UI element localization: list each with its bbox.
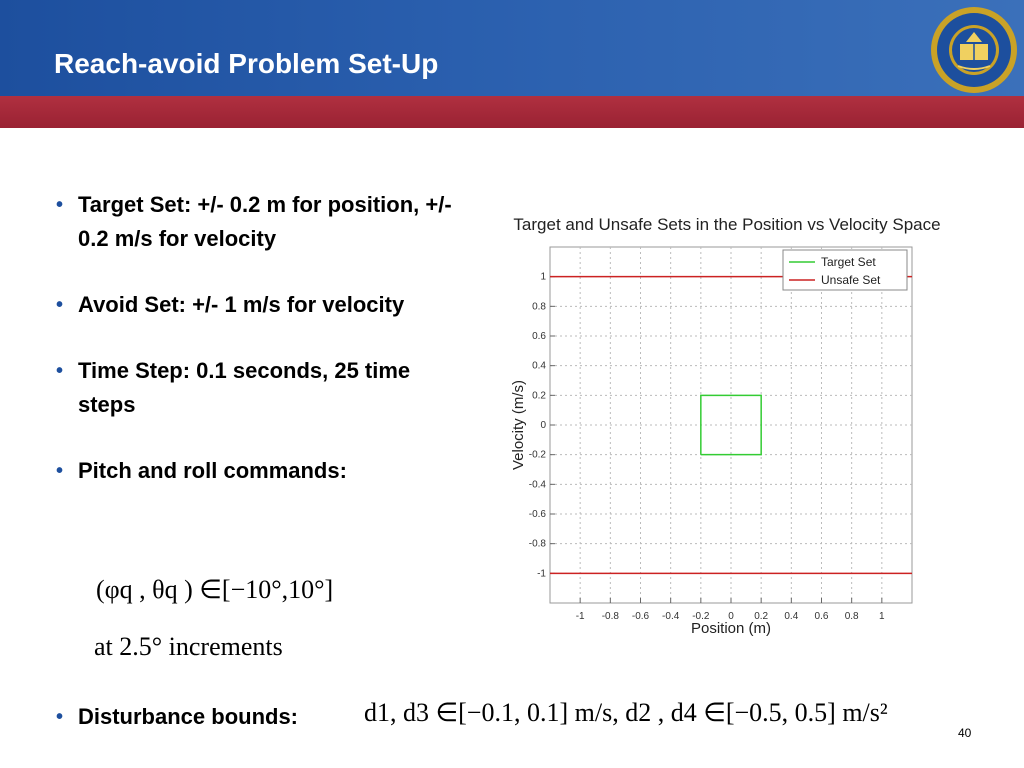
bullet-list (56, 188, 456, 488)
header-band (0, 96, 1024, 128)
bullet-text: Target Set: +/- 0.2 m for position, +/- 0.2 m/s for velocity (78, 192, 452, 251)
university-seal-icon (930, 6, 1018, 94)
bullet-commands (56, 454, 456, 488)
y-tick-label: -0.4 (528, 479, 546, 491)
bullet-time-step (56, 354, 456, 422)
chart-title: Target and Unsafe Sets in the Position vs Velocity Space (513, 215, 941, 234)
x-tick-label: 0.2 (754, 611, 769, 622)
chart-legend (783, 250, 907, 290)
bullet-avoid-set (56, 288, 456, 322)
legend-label: Unsafe Set (821, 273, 881, 287)
commands-set-math: (φq , θq ) ∈[−10°,10°] (96, 575, 334, 604)
x-tick-label: 0 (728, 611, 734, 622)
y-tick-labels (529, 272, 547, 580)
slide-title: Reach-avoid Problem Set-Up (54, 48, 439, 79)
x-axis-label: Position (m) (690, 620, 772, 637)
y-tick-label: 0.2 (532, 390, 546, 402)
bullet-dot-icon: • (56, 706, 64, 728)
y-tick-label: 0.8 (532, 301, 546, 313)
x-tick-label: -0.8 (601, 611, 619, 622)
bullet-text: Pitch and roll commands: (78, 458, 347, 483)
increments-math: at 2.5° increments (94, 632, 283, 661)
bullet-dot-icon: • (56, 294, 64, 316)
y-tick-label: -1 (537, 568, 546, 580)
disturbance-math: d1, d3 ∈[−0.1, 0.1] m/s, d2 , d4 ∈[−0.5, 0.5] m/s² (364, 698, 888, 727)
bullet-dot-icon: • (56, 360, 64, 382)
bullet-text: Time Step: 0.1 seconds, 25 time steps (78, 358, 411, 417)
x-tick-label: -0.2 (692, 611, 710, 622)
y-tick-label: 0 (540, 420, 546, 431)
bullet-dot-icon: • (56, 460, 64, 482)
slide-header (0, 0, 1024, 96)
x-tick-label: -0.6 (631, 611, 650, 622)
y-tick-label: -0.2 (528, 449, 546, 461)
x-tick-label: 0.8 (844, 611, 859, 622)
y-axis-label: Velocity (m/s) (510, 379, 527, 471)
y-tick-label: 1 (540, 271, 546, 283)
x-tick-label: -0.4 (662, 611, 680, 622)
x-tick-label: 0.6 (814, 611, 829, 622)
bullet-text: Avoid Set: +/- 1 m/s for velocity (78, 292, 405, 317)
bullet-target-set (56, 188, 456, 256)
page-number: 40 (958, 726, 972, 740)
y-tick-label: -0.6 (528, 509, 546, 520)
bullet-text: Disturbance bounds: (78, 704, 299, 729)
bullet-disturbance (56, 700, 298, 734)
y-tick-label: 0.6 (532, 331, 546, 342)
bullet-dot-icon: • (56, 194, 64, 216)
x-tick-label: 1 (879, 611, 885, 622)
legend-label: Target Set (821, 255, 876, 269)
y-tick-label: 0.4 (532, 360, 546, 372)
x-tick-label: 0.4 (784, 611, 799, 622)
y-tick-label: -0.8 (528, 538, 546, 550)
x-tick-label: -1 (575, 611, 585, 622)
position-velocity-chart (465, 207, 1005, 647)
